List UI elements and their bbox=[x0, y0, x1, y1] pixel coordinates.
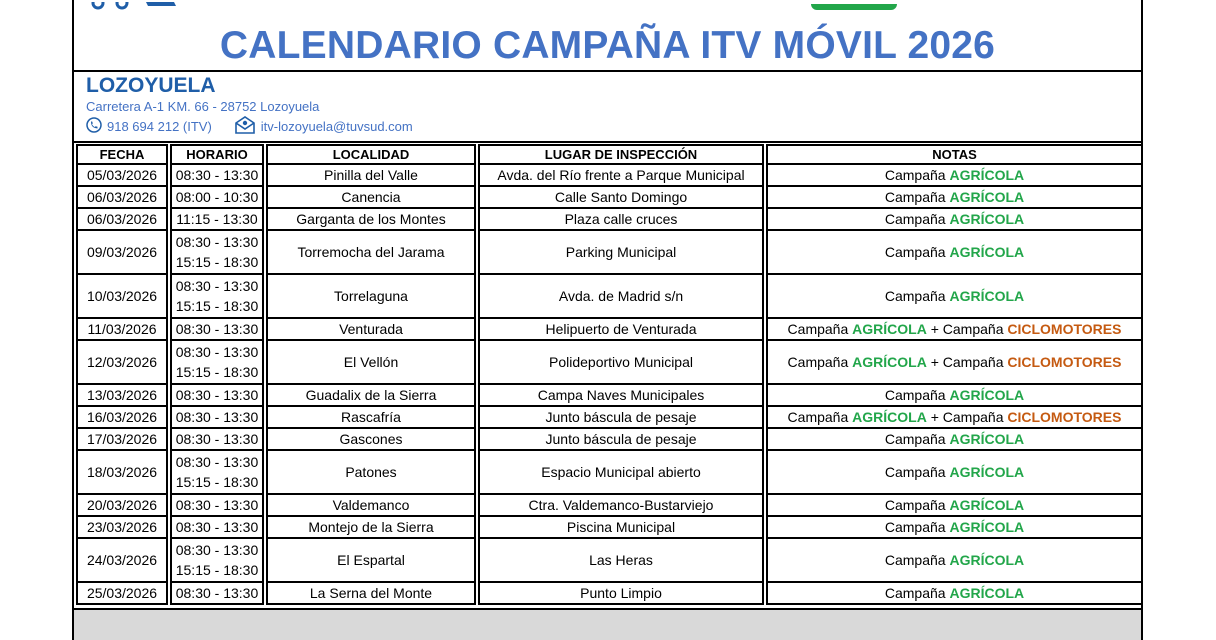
notas-cell bbox=[766, 495, 1143, 517]
lugar-cell: Parking Municipal bbox=[478, 231, 764, 275]
horario-cell bbox=[170, 165, 264, 187]
schedule-table bbox=[74, 144, 1145, 605]
column-header-horario: HORARIO bbox=[170, 144, 264, 165]
notas-cell bbox=[766, 385, 1143, 407]
table-row bbox=[76, 583, 1143, 605]
horario-cell bbox=[170, 385, 264, 407]
table-row bbox=[76, 407, 1143, 429]
tuvsud-logo-icon bbox=[84, 2, 184, 16]
ciclomotores-label: CICLOMOTORES bbox=[1007, 354, 1122, 370]
table-row bbox=[76, 517, 1143, 539]
time-range: 08:30 - 13:30 bbox=[175, 321, 259, 337]
station-info bbox=[86, 74, 413, 137]
time-range: 08:30 - 13:30 bbox=[175, 409, 259, 425]
plus-sign: + bbox=[930, 321, 939, 337]
time-range: 08:30 - 13:30 bbox=[175, 585, 259, 601]
localidad-cell: Patones bbox=[266, 451, 476, 495]
agricola-label: AGRÍCOLA bbox=[949, 552, 1025, 568]
lugar-cell: Avda. del Río frente a Parque Municipal bbox=[478, 165, 764, 187]
fecha-cell: 11/03/2026 bbox=[76, 319, 168, 341]
localidad-cell: Guadalix de la Sierra bbox=[266, 385, 476, 407]
localidad-cell: Venturada bbox=[266, 319, 476, 341]
table-row bbox=[76, 429, 1143, 451]
agricola-label: AGRÍCOLA bbox=[852, 409, 927, 425]
time-range: 15:15 - 18:30 bbox=[175, 364, 259, 380]
phone-icon bbox=[86, 117, 102, 136]
time-range: 11:15 - 13:30 bbox=[176, 211, 258, 227]
fecha-cell: 09/03/2026 bbox=[76, 231, 168, 275]
divider bbox=[74, 70, 1141, 72]
time-range: 08:30 - 13:30 bbox=[175, 234, 259, 250]
agricola-label: AGRÍCOLA bbox=[949, 519, 1025, 535]
notas-cell bbox=[766, 231, 1143, 275]
lugar-cell: Punto Limpio bbox=[478, 583, 764, 605]
email-address: itv-lozoyuela@tuvsud.com bbox=[260, 119, 413, 134]
agricola-label: AGRÍCOLA bbox=[949, 244, 1025, 260]
agricola-label: AGRÍCOLA bbox=[949, 497, 1025, 513]
campaign-word: Campaña bbox=[884, 167, 946, 183]
localidad-cell: Canencia bbox=[266, 187, 476, 209]
table-row bbox=[76, 209, 1143, 231]
ciclomotores-label: CICLOMOTORES bbox=[1007, 321, 1122, 337]
fecha-cell: 23/03/2026 bbox=[76, 517, 168, 539]
lugar-cell: Junto báscula de pesaje bbox=[478, 407, 764, 429]
campaign-word: Campaña bbox=[884, 464, 946, 480]
campaign-word: Campaña bbox=[884, 288, 946, 304]
agricola-label: AGRÍCOLA bbox=[852, 354, 927, 370]
time-range: 08:30 - 13:30 bbox=[175, 167, 259, 183]
station-address: Carretera A-1 KM. 66 - 28752 Lozoyuela bbox=[86, 99, 320, 114]
agricola-label: AGRÍCOLA bbox=[949, 211, 1025, 227]
horario-cell bbox=[170, 517, 264, 539]
page-title: CALENDARIO CAMPAÑA ITV MÓVIL 2026 bbox=[219, 24, 996, 67]
localidad-cell: Montejo de la Sierra bbox=[266, 517, 476, 539]
lugar-cell: Avda. de Madrid s/n bbox=[478, 275, 764, 319]
fecha-cell: 24/03/2026 bbox=[76, 539, 168, 583]
time-range: 08:30 - 13:30 bbox=[175, 519, 259, 535]
time-range: 08:30 - 13:30 bbox=[175, 542, 259, 558]
time-range: 08:30 - 13:30 bbox=[175, 387, 259, 403]
column-header-lugar: LUGAR DE INSPECCIÓN bbox=[478, 144, 764, 165]
lugar-cell: Junto báscula de pesaje bbox=[478, 429, 764, 451]
lugar-cell: Campa Naves Municipales bbox=[478, 385, 764, 407]
agricola-label: AGRÍCOLA bbox=[949, 431, 1025, 447]
time-range: 08:30 - 13:30 bbox=[175, 497, 259, 513]
agricola-label: AGRÍCOLA bbox=[949, 167, 1025, 183]
horario-cell bbox=[170, 583, 264, 605]
campaign-word: Campaña bbox=[942, 409, 1004, 425]
localidad-cell: El Espartal bbox=[266, 539, 476, 583]
horario-cell bbox=[170, 209, 264, 231]
footer-area bbox=[74, 608, 1141, 640]
table-row bbox=[76, 187, 1143, 209]
divider bbox=[74, 141, 1141, 143]
campaign-word: Campaña bbox=[884, 211, 946, 227]
column-header-fecha: FECHA bbox=[76, 144, 168, 165]
time-range: 15:15 - 18:30 bbox=[175, 562, 259, 578]
horario-cell bbox=[170, 231, 264, 275]
fecha-cell: 13/03/2026 bbox=[76, 385, 168, 407]
agricola-label: AGRÍCOLA bbox=[949, 189, 1025, 205]
horario-cell bbox=[170, 495, 264, 517]
time-range: 08:30 - 13:30 bbox=[175, 278, 259, 294]
notas-cell bbox=[766, 429, 1143, 451]
fecha-cell: 20/03/2026 bbox=[76, 495, 168, 517]
localidad-cell: Valdemanco bbox=[266, 495, 476, 517]
notas-cell bbox=[766, 209, 1143, 231]
horario-cell bbox=[170, 341, 264, 385]
table-row bbox=[76, 165, 1143, 187]
agricola-label: AGRÍCOLA bbox=[949, 585, 1025, 601]
ciclomotores-label: CICLOMOTORES bbox=[1007, 409, 1122, 425]
notas-cell bbox=[766, 451, 1143, 495]
plus-sign: + bbox=[930, 409, 939, 425]
column-header-notas: NOTAS bbox=[766, 144, 1143, 165]
table-header-row bbox=[76, 144, 1143, 165]
localidad-cell: Torrelaguna bbox=[266, 275, 476, 319]
lugar-cell: Ctra. Valdemanco-Bustarviejo bbox=[478, 495, 764, 517]
station-contact bbox=[86, 116, 413, 137]
notas-cell bbox=[766, 341, 1143, 385]
table-row bbox=[76, 275, 1143, 319]
time-range: 15:15 - 18:30 bbox=[175, 474, 259, 490]
notas-cell bbox=[766, 539, 1143, 583]
fecha-cell: 12/03/2026 bbox=[76, 341, 168, 385]
campaign-word: Campaña bbox=[787, 354, 849, 370]
localidad-cell: La Serna del Monte bbox=[266, 583, 476, 605]
campaign-word: Campaña bbox=[884, 519, 946, 535]
fecha-cell: 18/03/2026 bbox=[76, 451, 168, 495]
calendar-document bbox=[72, 0, 1143, 640]
plus-sign: + bbox=[930, 354, 939, 370]
fecha-cell: 16/03/2026 bbox=[76, 407, 168, 429]
email-icon bbox=[234, 116, 256, 137]
campaign-word: Campaña bbox=[884, 387, 946, 403]
table-row bbox=[76, 319, 1143, 341]
notas-cell bbox=[766, 275, 1143, 319]
agricola-label: AGRÍCOLA bbox=[949, 288, 1025, 304]
time-range: 08:30 - 13:30 bbox=[175, 344, 259, 360]
table-row bbox=[76, 341, 1143, 385]
campaign-word: Campaña bbox=[787, 321, 849, 337]
agricola-label: AGRÍCOLA bbox=[949, 464, 1025, 480]
notas-cell bbox=[766, 165, 1143, 187]
agricola-label: AGRÍCOLA bbox=[852, 321, 927, 337]
campaign-word: Campaña bbox=[942, 354, 1004, 370]
lugar-cell: Espacio Municipal abierto bbox=[478, 451, 764, 495]
fecha-cell: 06/03/2026 bbox=[76, 187, 168, 209]
campaign-word: Campaña bbox=[787, 409, 849, 425]
localidad-cell: El Vellón bbox=[266, 341, 476, 385]
notas-cell bbox=[766, 517, 1143, 539]
station-name: LOZOYUELA bbox=[86, 74, 216, 97]
localidad-cell: Gascones bbox=[266, 429, 476, 451]
time-range: 08:30 - 13:30 bbox=[175, 431, 259, 447]
lugar-cell: Plaza calle cruces bbox=[478, 209, 764, 231]
horario-cell bbox=[170, 407, 264, 429]
agricola-label: AGRÍCOLA bbox=[949, 387, 1025, 403]
campaign-word: Campaña bbox=[884, 431, 946, 447]
lugar-cell: Piscina Municipal bbox=[478, 517, 764, 539]
table-row bbox=[76, 495, 1143, 517]
time-range: 15:15 - 18:30 bbox=[175, 254, 259, 270]
localidad-cell: Pinilla del Valle bbox=[266, 165, 476, 187]
localidad-cell: Rascafría bbox=[266, 407, 476, 429]
notas-cell bbox=[766, 407, 1143, 429]
fecha-cell: 17/03/2026 bbox=[76, 429, 168, 451]
horario-cell bbox=[170, 275, 264, 319]
campaign-word: Campaña bbox=[942, 321, 1004, 337]
notas-cell bbox=[766, 187, 1143, 209]
table-row bbox=[76, 451, 1143, 495]
campaign-word: Campaña bbox=[884, 244, 946, 260]
campaign-word: Campaña bbox=[884, 552, 946, 568]
fecha-cell: 10/03/2026 bbox=[76, 275, 168, 319]
fecha-cell: 05/03/2026 bbox=[76, 165, 168, 187]
table-row bbox=[76, 231, 1143, 275]
localidad-cell: Torremocha del Jarama bbox=[266, 231, 476, 275]
fecha-cell: 25/03/2026 bbox=[76, 583, 168, 605]
time-range: 15:15 - 18:30 bbox=[175, 298, 259, 314]
campaign-word: Campaña bbox=[884, 189, 946, 205]
horario-cell bbox=[170, 187, 264, 209]
cropped-green-heading bbox=[811, 4, 901, 14]
phone-number: 918 694 212 (ITV) bbox=[107, 119, 212, 134]
column-header-localidad: LOCALIDAD bbox=[266, 144, 476, 165]
campaign-word: Campaña bbox=[884, 497, 946, 513]
table-row bbox=[76, 539, 1143, 583]
lugar-cell: Helipuerto de Venturada bbox=[478, 319, 764, 341]
localidad-cell: Garganta de los Montes bbox=[266, 209, 476, 231]
time-range: 08:00 - 10:30 bbox=[175, 189, 259, 205]
time-range: 08:30 - 13:30 bbox=[175, 454, 259, 470]
horario-cell bbox=[170, 319, 264, 341]
lugar-cell: Las Heras bbox=[478, 539, 764, 583]
campaign-word: Campaña bbox=[884, 585, 946, 601]
notas-cell bbox=[766, 319, 1143, 341]
fecha-cell: 06/03/2026 bbox=[76, 209, 168, 231]
table-row bbox=[76, 385, 1143, 407]
horario-cell bbox=[170, 429, 264, 451]
horario-cell bbox=[170, 451, 264, 495]
lugar-cell: Polideportivo Municipal bbox=[478, 341, 764, 385]
lugar-cell: Calle Santo Domingo bbox=[478, 187, 764, 209]
horario-cell bbox=[170, 539, 264, 583]
notas-cell bbox=[766, 583, 1143, 605]
